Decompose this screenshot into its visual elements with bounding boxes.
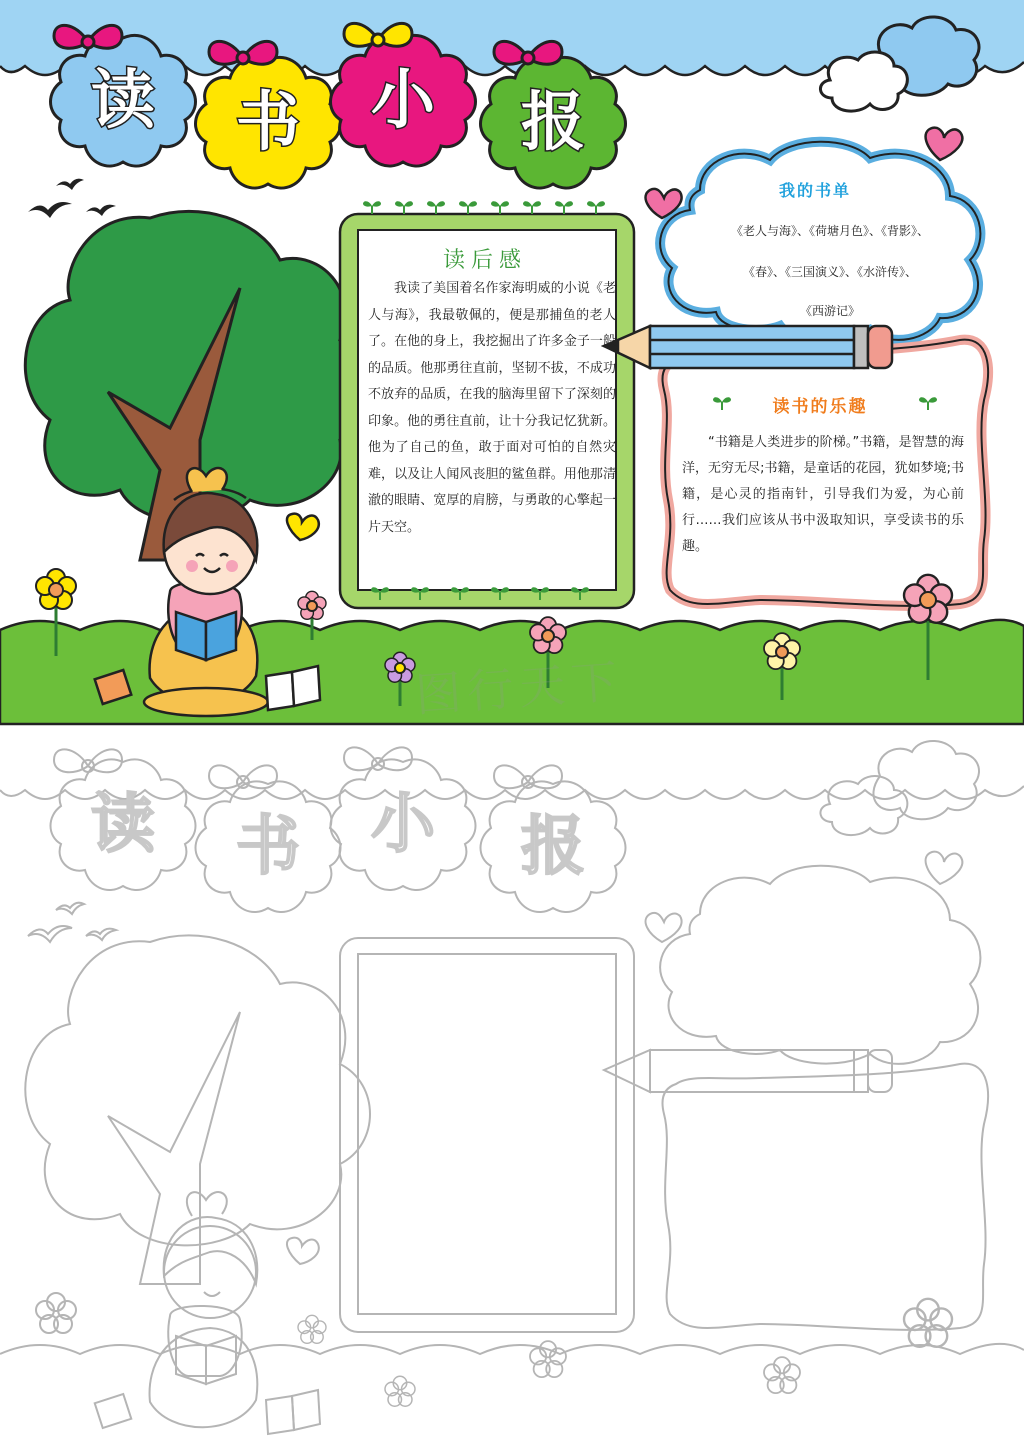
review-body	[368, 276, 616, 541]
review-title: 读后感	[442, 248, 527, 273]
outline-title-char-4: 报	[521, 810, 585, 884]
booklist-title: 我的书单	[778, 181, 851, 200]
review-body-text: 我读了美国着名作家海明威的小说《老人与海》，我最敬佩的，便是那捕鱼的老人了。在他的身上，我挖掘出了许多金子一般的品质。他那勇往直前，坚韧不拔，不成功不放弃的品质，在我的脑海里留下了深刻的印象。他的勇往直前，让十分我记忆犹新。他为了自己的鱼，敢于面对可怕的自然灾难，以及让人闻风丧胆的鲨鱼群。用他那清澈的眼睛、宽厚的肩膀，与勇敢的心擎起一片天空。	[368, 281, 616, 535]
birds	[28, 179, 116, 218]
fun-body-text: “书籍是人类进步的阶梯。”书籍，是智慧的海洋，无穷无尽;书籍，是童话的花园，犹如梦境;书籍，是心灵的指南针，引导我们为爱，为心前行……我们应该从书中汲取知识，享受读书的乐趣。	[682, 435, 964, 554]
outline-title-char-1: 读	[91, 788, 155, 862]
booklist-line-2: 《春》、《三国演义》、《水浒传》、	[742, 265, 917, 279]
pencil	[604, 326, 892, 368]
outline-title-char-3: 小	[371, 788, 435, 862]
booklist-line-1: 《老人与海》、《荷塘月色》、《背影》、	[730, 224, 929, 238]
title-char-3: 小	[371, 64, 435, 138]
fun-body	[682, 430, 964, 560]
outline-title-char-2: 书	[236, 810, 300, 884]
watermark: 图行天下	[413, 653, 625, 723]
booklist-line-3: 《西游记》	[799, 304, 860, 318]
fun-title: 读书的乐趣	[772, 397, 868, 417]
title-char-1: 读	[91, 64, 155, 138]
title-char-4: 报	[521, 86, 585, 160]
title-char-2: 书	[236, 86, 300, 160]
